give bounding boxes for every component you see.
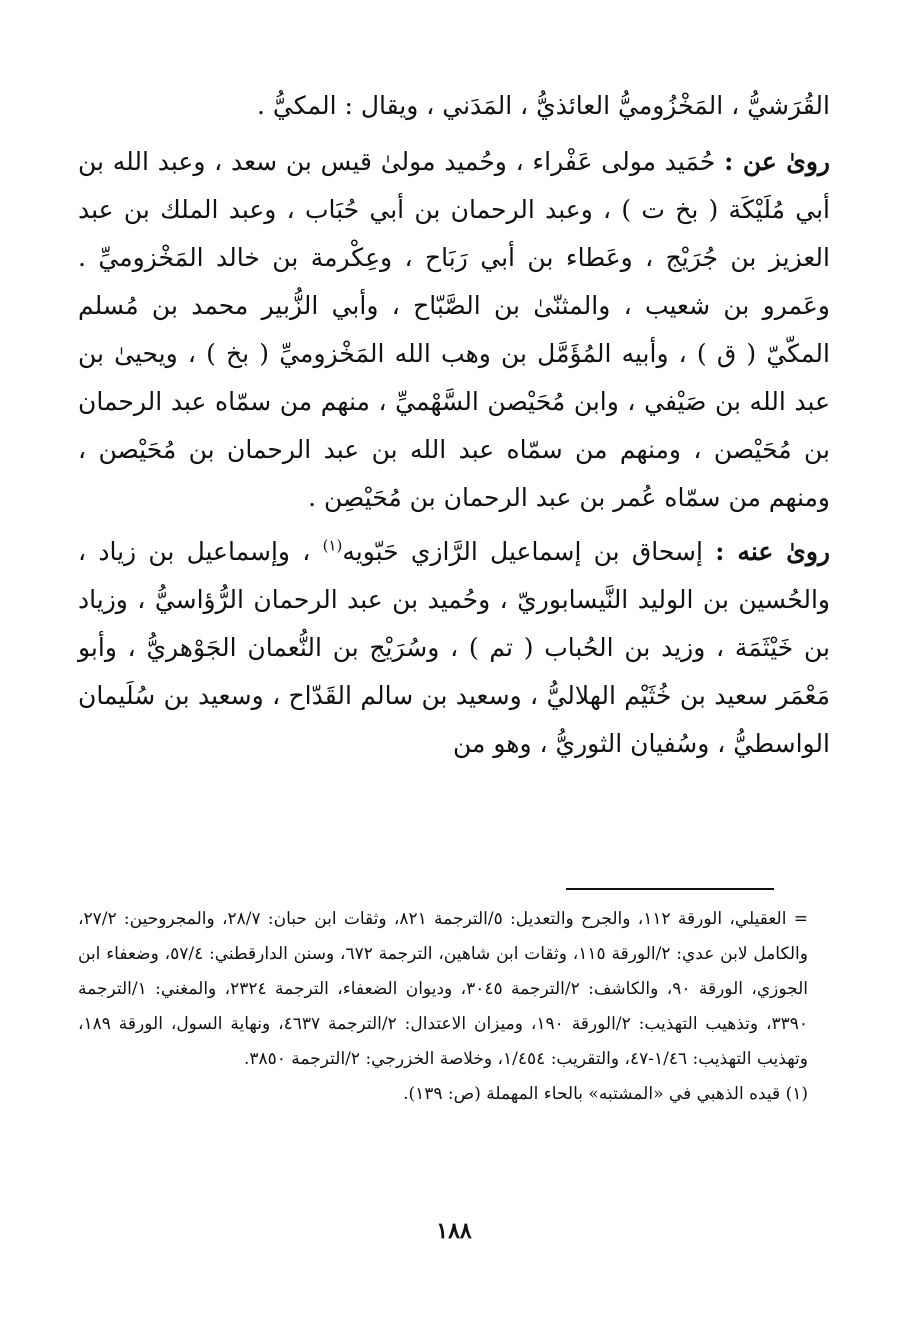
narrated-from-text: حُمَيد مولى عَفْراء ، وحُميد مولىٰ قيس بن سعد ، وعبد الله بن أبي مُلَيْكَة ( بخ ت ) ، وعبد الرحمان بن أبي حُبَاب ، وعبد الملك بن عبد العزيز بن جُرَيْج ، وعَطاء بن أبي رَبَاح ، وعِكْرمة بن خالد المَخْزوميِّ . وعَمرو بن شعيب ، والمثنّىٰ بن الصَّبّاح ، وأبي الزُّبير محمد بن مُسلم المكّيّ ( ق ) ، وأبيه المُؤَمَّل بن وهب الله المَخْزوميِّ ( بخ ) ، ويحيىٰ بن عبد الله بن صَيْفي ، وابن مُحَيْصن السَّهْميِّ ، منهم من سمّاه عبد الرحمان بن مُحَيْصن ، ومنهم من سمّاه عبد الله بن عبد الرحمان بن مُحَيْصن ، ومنهم من سمّاه عُمر بن عبد الرحمان بن مُحَيْصِن .	[78, 147, 830, 512]
footnote-reference[interactable]: (١)	[322, 536, 343, 555]
footnote-continuation: = العقيلي، الورقة ١١٢، والجرح والتعديل: ٥/الترجمة ٨٢١، وثقات ابن حبان: ٢٨/٧، والمجروحين: ٢٧/٢، والكامل لابن عدي: ٢/الورقة ١١٥، وثقات ابن شاهين، الترجمة ٦٧٢، وسنن الدارقطني: ٥٧/٤، وضعفاء ابن الجوزي، الورقة ٩٠، والكاشف: ٢/الترجمة ٣٠٤٥، وديوان الضعفاء، الترجمة ٢٣٢٤، والمغني: ١/الترجمة ٣٣٩٠، وتذهيب التهذيب: ٢/الورقة ١٩٠، وميزان الاعتدال: ٢/الترجمة ٤٦٣٧، ونهاية السول، الورقة ١٨٩، وتهذيب التهذيب: ١/٤٦-٤٧، والتقريب: ١/٤٥٤، وخلاصة الخزرجي: ٢/الترجمة ٣٨٥٠.	[78, 909, 809, 1069]
narrated-by-heading: روىٰ عنه :	[715, 537, 830, 566]
narrated-by-text-rest: ، وإسماعيل بن زياد ، والحُسين بن الوليد النَّيسابوريّ ، وحُميد بن عبد الرحمان الرُّؤاسيُّ ، وزياد بن خَيْثَمَة ، وزيد بن الحُباب ( تم ) ، وسُرَيْج بن النُّعمان الجَوْهريُّ ، وأبو مَعْمَر سعيد بن خُثَيْم الهلاليُّ ، وسعيد بن سالم القَدّاح ، وسعيد بن سُلَيمان الواسطيُّ ، وسُفيان الثوريُّ ، وهو من	[78, 537, 830, 758]
footnote-1: (١) قيده الذهبي في «المشتبه» بالحاء المهملة (ص: ١٣٩).	[403, 1084, 808, 1104]
narrated-from-heading: روىٰ عن :	[724, 147, 830, 176]
footnotes	[78, 902, 808, 1112]
page-number: ١٨٨	[436, 1218, 472, 1244]
main-text	[78, 82, 830, 774]
footnote-separator	[566, 888, 774, 890]
intro-line: القُرَشيُّ ، المَخْزُوميُّ العائذيُّ ، المَدَني ، ويقال : المكيُّ .	[256, 91, 830, 120]
narrated-from-paragraph	[78, 138, 830, 522]
narrated-by-text-start: إسحاق بن إسماعيل الرَّازي حَبّويه	[342, 537, 703, 566]
narrated-by-paragraph	[78, 528, 830, 768]
